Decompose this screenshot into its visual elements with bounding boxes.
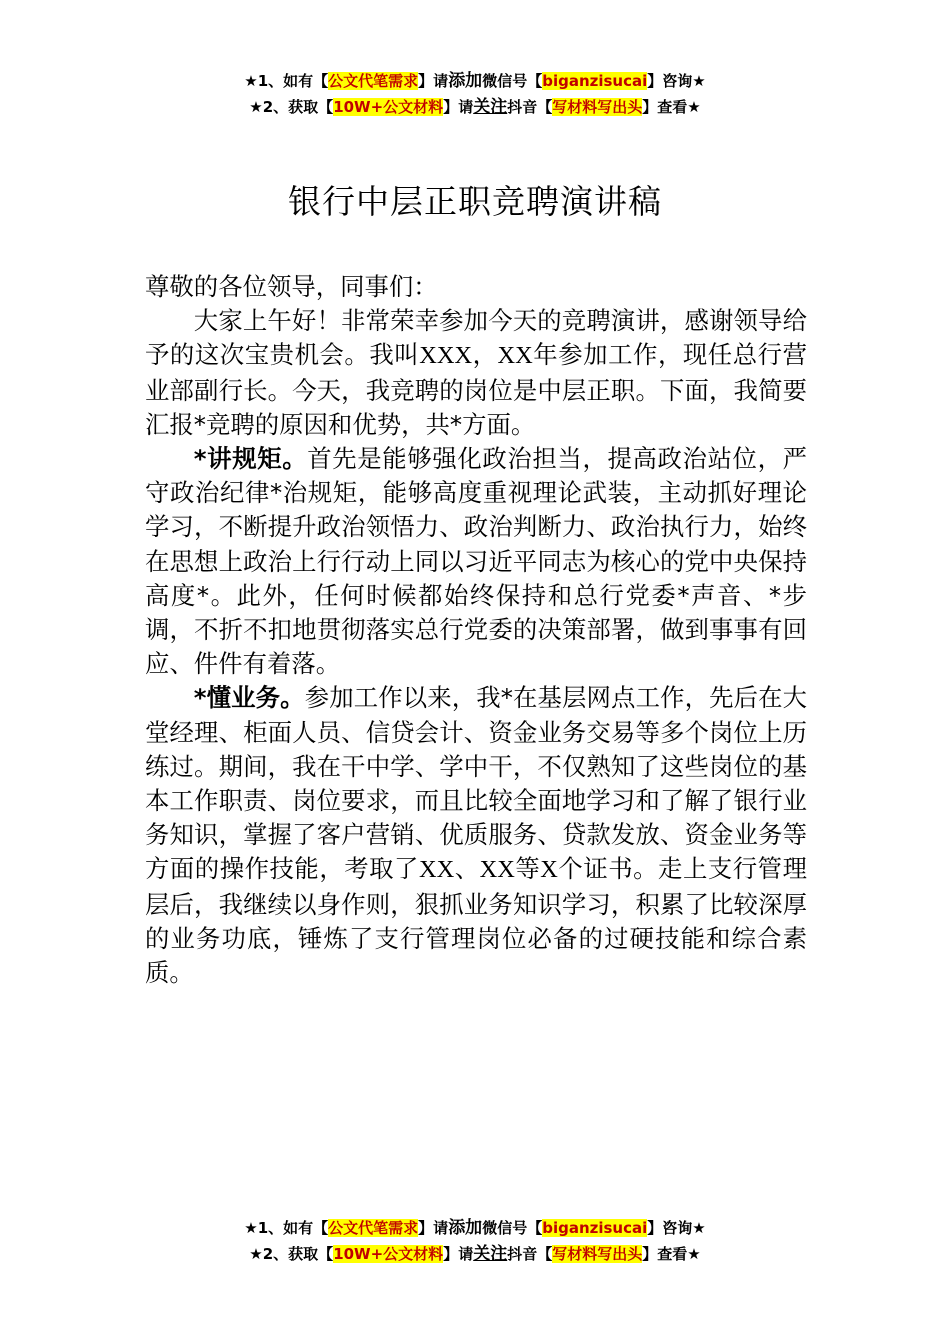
- placeholder-year: XX: [497, 342, 533, 370]
- banner-emphasis: 添加: [448, 71, 483, 91]
- banner-text: 】请: [443, 1245, 474, 1263]
- banner-text: 】查看★: [642, 98, 701, 116]
- banner-text: 】咨询★: [647, 72, 706, 90]
- top-banner: [0, 68, 950, 120]
- banner-highlight: 写材料写出头: [552, 1245, 643, 1263]
- banner-text: 】查看★: [642, 1245, 701, 1263]
- paragraph-text: 年参加工作，现任总行营业部副行长。今天，我竞聘的岗位是中层正职。下面，我简要汇报*竞聘的原因和优势，共*方面。: [145, 340, 807, 439]
- paragraph-rules: [145, 442, 807, 681]
- banner-line-2: [0, 1241, 950, 1267]
- banner-highlight: 公文代笔需求: [328, 1219, 419, 1237]
- paragraph-text: ，: [472, 340, 498, 370]
- banner-line-1: [0, 68, 950, 94]
- banner-text: ★2、获取【: [249, 98, 334, 116]
- banner-text: ★2、获取【: [249, 1245, 334, 1263]
- placeholder-name: XXX: [419, 342, 473, 370]
- banner-text: 抖音【: [507, 98, 553, 116]
- placeholder-cert: XX: [479, 856, 515, 884]
- banner-text: 微信号【: [482, 72, 543, 90]
- paragraph-business: [145, 681, 807, 990]
- banner-line-2: [0, 94, 950, 120]
- paragraph-intro: [145, 304, 807, 442]
- banner-text: 抖音【: [507, 1245, 553, 1263]
- banner-highlight: 写材料写出头: [552, 98, 643, 116]
- banner-highlight: biganzisucai: [542, 1219, 648, 1237]
- paragraph-text: 参加工作以来，我*在基层网点工作，先后在大堂经理、柜面人员、信贷会计、资金业务交易等多个岗位上历练过。期间，我在干中学、学中干，不仅熟知了这些岗位的基本工作职责、岗位要求，而且比较全面地学习和了解了银行业务知识，掌握了客户营销、优质服务、贷款发放、资金业务等方面的操作技能，考取了: [145, 683, 807, 884]
- banner-text: 微信号【: [482, 1219, 543, 1237]
- salutation: 尊敬的各位领导，同事们：: [145, 272, 438, 301]
- document-title: 银行中层正职竞聘演讲稿: [288, 182, 662, 221]
- banner-emphasis: 添加: [448, 1218, 483, 1238]
- placeholder-cert: XX: [418, 856, 455, 884]
- banner-emphasis: 关注: [473, 97, 508, 117]
- banner-text: 】咨询★: [647, 1219, 706, 1237]
- banner-text: 】请: [418, 72, 449, 90]
- bottom-banner: [0, 1215, 950, 1267]
- paragraph-text: 个证书。走上支行管理层后，我继续以身作则，狠抓业务知识学习，积累了比较深厚的业务功底，锤炼了支行管理岗位必备的过硬技能和综合素质。: [145, 854, 807, 988]
- banner-text: ★1、如有【: [244, 1219, 329, 1237]
- banner-line-1: [0, 1215, 950, 1241]
- paragraph-text: 首先是能够强化政治担当，提高政治站位，严守政治纪律*治规矩，能够高度重视理论武装，主动抓好理论学习，不断提升政治领悟力、政治判断力、政治执行力，始终在思想上政治上行行动上同以习近平同志为核心的党中央保持高度*。此外，任何时候都始终保持和总行党委*声音、*步调，不折不扣地贯彻落实总行党委的决策部署，做到事事有回应、件件有着落。: [145, 444, 807, 679]
- banner-emphasis: 关注: [473, 1244, 508, 1264]
- banner-highlight: biganzisucai: [542, 72, 648, 90]
- banner-highlight: 公文代笔需求: [328, 72, 419, 90]
- placeholder-count: X: [540, 856, 558, 884]
- banner-highlight: 10W+公文材料: [333, 98, 444, 116]
- banner-text: 】请: [418, 1219, 449, 1237]
- paragraph-text: 等: [514, 854, 541, 884]
- section-heading: *讲规矩。: [193, 444, 308, 474]
- banner-highlight: 10W+公文材料: [333, 1245, 444, 1263]
- banner-text: ★1、如有【: [244, 72, 329, 90]
- document-body: [145, 270, 807, 990]
- banner-text: 】请: [443, 98, 474, 116]
- paragraph-text: 大家上午好！非常荣幸参加今天的竞聘演讲，感谢领导给予的这次宝贵机会。我叫: [145, 306, 807, 370]
- section-heading: *懂业务。: [193, 683, 305, 713]
- paragraph-text: 、: [454, 854, 480, 884]
